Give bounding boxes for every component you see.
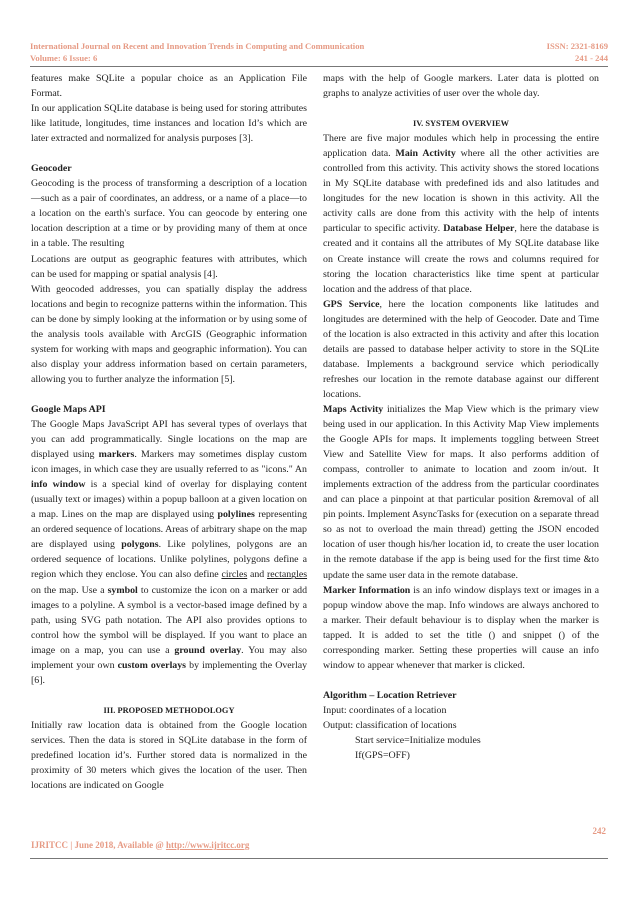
term-maps-activity: Maps Activity [323,403,384,415]
algorithm-step: Start service=Initialize modules [355,734,481,746]
term-polygons: polygons [121,539,159,551]
footer-text: IJRITCC | June 2018, Available @ [31,840,164,850]
footer [31,840,249,850]
header-rule [30,66,608,67]
journal-issn-block [488,40,608,64]
footer-link[interactable]: http://www.ijritcc.org [165,840,250,850]
algorithm-output: Output: classification of locations [323,719,457,731]
paragraph-marker-information: Marker Information is an info window displays text or images in a popup window above the map. Info windows are always anchored to a marker. Their default behaviour is to display when the marker is tapped. It is added to set the title () and snippet () of the corresponding marker. Setting these properties will cause an info window to appear whenever that marker is clicked. [323,584,599,671]
term-symbol: symbol [107,584,138,596]
term-ground-overlay: ground overlay [174,644,242,656]
term-custom-overlays: custom overlays [117,659,187,671]
heading-geocoder: Geocoder [31,163,72,175]
heading-algorithm: Algorithm – Location Retriever [323,689,457,701]
heading-google-maps-api: Google Maps API [31,403,106,415]
term-markers: markers [98,449,135,461]
journal-title-block [30,40,470,64]
page-range: 241 - 244 [575,53,608,63]
paragraph: features make SQLite a popular choice as an Application File Format. [31,73,307,100]
right-column [323,71,599,763]
paragraph: Geocoding is the process of transforming a description of a location—such as a pair of coordinates, an address, or a name of a place—to a location on the earth's surface. You can geocode by entering one location description at a time or by providing many of them at once in a table. The resulting [31,178,307,250]
term-circles: circles [221,569,248,581]
algorithm-step: If(GPS=OFF) [355,750,410,762]
term-database-helper: Database Helper [443,223,515,235]
term-rectangles: rectangles [267,569,308,581]
paragraph-overlays: The Google Maps JavaScript API has several types of overlays that you can add programmatically. Single locations on the map are displayed using markers. Markers may sometimes display custom icon images, in which case they are usually referred to as "icons." An info window is a special kind of overlay for displaying content (usually text or images) within a popup balloon at a given location on a map. Lines on the map are displayed using polylines representing an ordered sequence of locations. Areas of arbitrary shape on the map are displayed using polygons. Like polylines, polygons are an ordered sequence of locations. Unlike polylines, polygons define a region which they enclose. You can also define circles and rectangles on the map. Use a symbol to customize the icon on a marker or add images to a polyline. A symbol is a vector-based image defined by a path, using SVG path notation. The API also provides options to control how the symbol will be displayed. If you want to place an image on a map, you can use a ground overlay. You may also implement your own custom overlays by implementing the Overlay [6]. [31,418,308,686]
paragraph: Initially raw location data is obtained from the Google location services. Then the data is stored in SQLite database in the form of predefined location id’s. Further stored data is normalized in the proximity of 30 meters which gives the location of the user. Then locations are indicated on Google [31,719,307,792]
section-heading-proposed-methodology: III. PROPOSED METHODOLOGY [103,705,235,715]
paragraph: In our application SQLite database is being used for storing attributes like latitude, longitudes, time instances and location Id’s which are later extracted and normalized for analysis purposes [3]. [31,103,307,145]
term-marker-information: Marker Information [323,584,411,596]
section-heading-system-overview: IV. SYSTEM OVERVIEW [412,119,510,129]
issn: ISSN: 2321-8169 [546,41,608,51]
term-polylines: polylines [217,509,255,521]
paragraph-main-activity: There are five major modules which help in processing the entire application data. Main Activity where all the other activities are controlled from this activity. This activity shows the stored locations in My SQLite database with predefined ids and also latitudes and longitudes for the new location is shown in this activity. All the activity calls are done from this activity with the help of intents particular to specific activity. Database Helper, here the database is created and it contains all the attributes of My SQLite database like on Create instance will create the rows and columns required for storing the location characteristics like time spent at particular location and the address of that place. [323,133,599,295]
paragraph-gps-service: GPS Service, here the location components like latitudes and longitudes are determined with the help of Geocoder. Date and Time of the location is also extracted in this activity and after this location details are passed to database helper activity to store in the SQLite database. Implements a background service which periodically refreshes our location in the remote database against our different locations. [323,298,599,400]
paragraph: Locations are output as geographic features with attributes, which can be used for mapping or spatial analysis [4]. [31,253,307,280]
journal-volume: Volume: 6 Issue: 6 [30,53,98,63]
paragraph: With geocoded addresses, you can spatially display the address locations and begin to recognize patterns within the information. This can be done by simply looking at the information or by using some of the analysis tools available with ArcGIS (Geographic information system for working with maps and geographic information). You can also display your address information based on certain parameters, allowing you to further analyze the information [5]. [31,283,307,385]
page-number: 242 [592,826,606,836]
term-gps-service: GPS Service [323,298,380,310]
footer-rule [30,858,608,859]
paragraph-maps-activity: Maps Activity initializes the Map View which is the primary view being used in our application. In this Activity Map View implements the Google APIs for maps. It implements toggling between Street View and Satellite View for maps. It also performs addition of compass, controller to animate to location and zoom in/out. It implements extraction of the address from the particular coordinates and can place a pinpoint at that particular position &removal of all pin points. Implement AsyncTasks for (execution on a separate thread so as not to overload the main thread) getting the JSON encoded location of user though his/her location id, to create the user location in the remote database if the app is being used for the first time &to update the same user data in the remote database. [323,403,599,581]
algorithm-input: Input: coordinates of a location [323,704,447,716]
journal-title: International Journal on Recent and Innovation Trends in Computing and Communication [30,41,365,51]
left-column [31,71,307,793]
term-info-window: info window [31,479,86,491]
paragraph: maps with the help of Google markers. Later data is plotted on graphs to analyze activities of user over the whole day. [323,73,599,100]
term-main-activity: Main Activity [395,148,456,160]
